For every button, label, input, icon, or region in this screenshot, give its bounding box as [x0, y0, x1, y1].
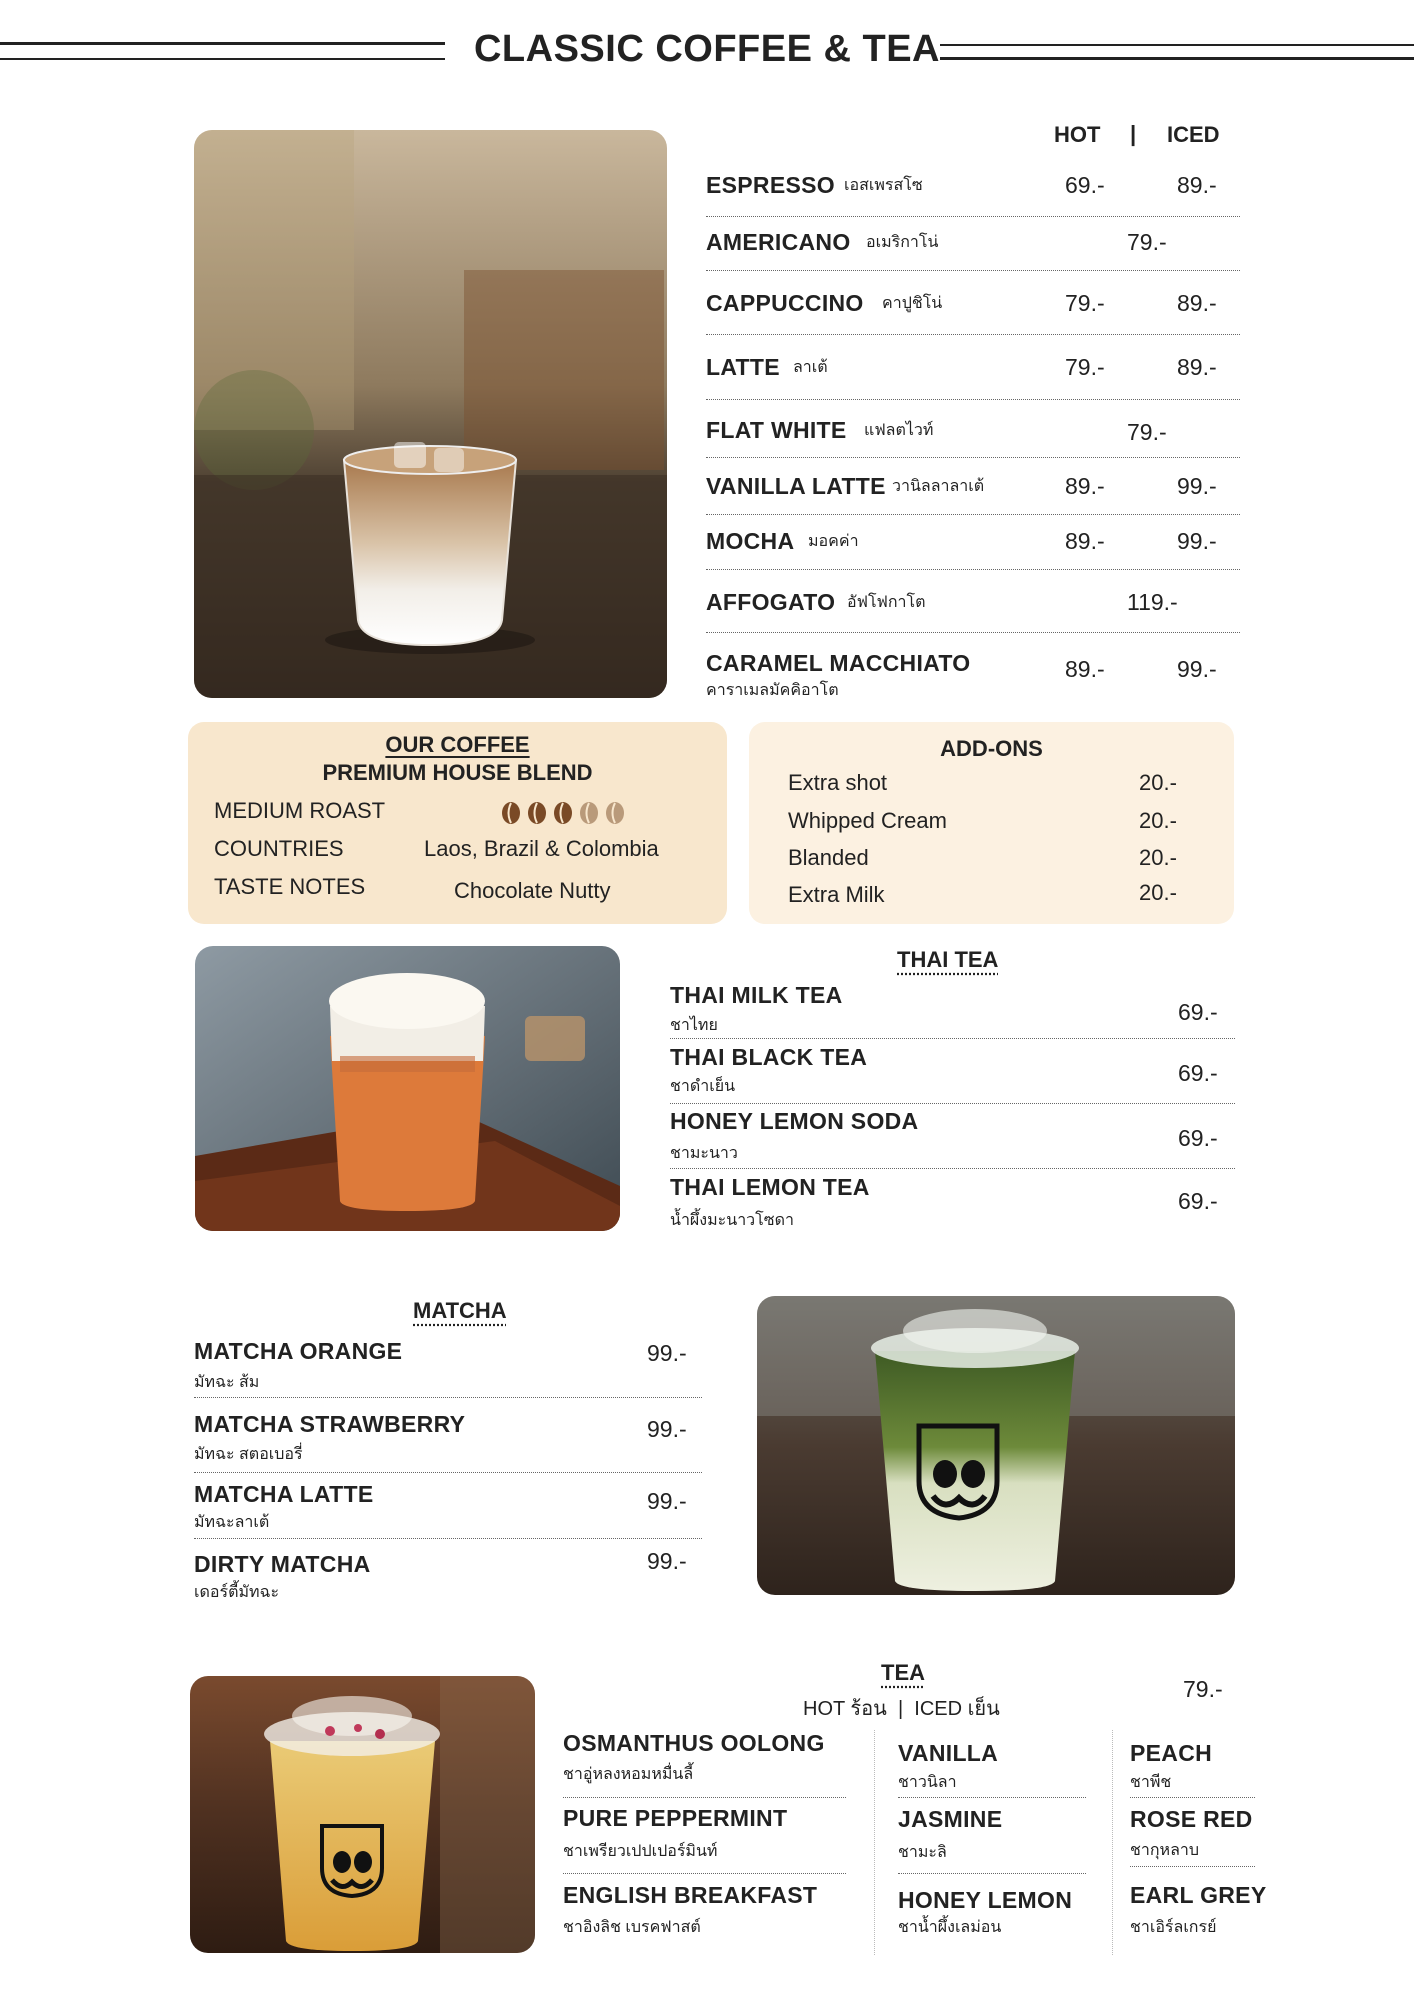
item-name: MOCHA	[706, 528, 795, 554]
roast-label: MEDIUM ROAST	[214, 798, 386, 823]
addon-name: Blanded	[788, 845, 869, 870]
price-iced: 89.-	[1177, 354, 1217, 380]
addon-price: 20.-	[1139, 808, 1177, 833]
price-iced: 89.-	[1177, 172, 1217, 198]
coffee-bean-icon	[554, 802, 572, 824]
item-name-thai: คาปูชิโน่	[882, 295, 943, 312]
item-name-thai: ชาน้ำผึ้งเลม่อน	[898, 1919, 1002, 1936]
price-iced: 89.-	[1177, 290, 1217, 316]
header-rule-right-bottom	[940, 57, 1414, 60]
item-name: JASMINE	[898, 1806, 1003, 1832]
addon-price: 20.-	[1139, 880, 1177, 905]
divider	[563, 1797, 846, 1798]
divider	[670, 1168, 1235, 1169]
item-name: CARAMEL MACCHIATO	[706, 650, 971, 676]
item-name: AMERICANO	[706, 229, 851, 255]
price-single: 79.-	[1127, 229, 1167, 255]
price-hot: 79.-	[1065, 354, 1105, 380]
item-price: 99.-	[647, 1488, 687, 1514]
item-name: HONEY LEMON SODA	[670, 1108, 919, 1134]
column-divider	[1112, 1730, 1113, 1955]
item-name: THAI LEMON TEA	[670, 1174, 870, 1200]
addon-name: Extra shot	[788, 770, 888, 795]
item-name: DIRTY MATCHA	[194, 1551, 371, 1577]
item-name: EARL GREY	[1130, 1882, 1267, 1908]
item-name-thai: ชาเพรียวเปปเปอร์มินท์	[563, 1843, 718, 1860]
price-hot: 89.-	[1065, 528, 1105, 554]
item-name-thai: อเมริกาโน่	[866, 234, 939, 251]
item-name-thai: ชาไทย	[670, 1017, 718, 1034]
item-name-thai: ลาเต้	[793, 359, 828, 376]
item-name-thai: ชาดำเย็น	[670, 1078, 735, 1095]
item-name-thai: มัทฉะ ส้ม	[194, 1374, 260, 1391]
col-header-sep: |	[1130, 121, 1137, 146]
matcha-photo	[757, 1296, 1235, 1595]
divider	[1130, 1866, 1255, 1867]
item-name: CAPPUCCINO	[706, 290, 864, 316]
coffee-row-caramel-macchiato	[706, 650, 1240, 700]
divider	[706, 457, 1240, 458]
item-name-thai: วานิลลาลาเต้	[892, 478, 985, 495]
item-name-thai: ชาพีช	[1130, 1774, 1172, 1791]
divider	[563, 1873, 846, 1874]
item-name: PURE PEPPERMINT	[563, 1805, 788, 1831]
matcha-title: MATCHA	[413, 1298, 507, 1323]
item-name-thai: ชาวนิลา	[898, 1774, 957, 1791]
item-name: AFFOGATO	[706, 589, 836, 615]
divider	[706, 632, 1240, 633]
our-coffee-subtitle: PREMIUM HOUSE BLEND	[322, 760, 593, 785]
item-name-thai: แฟลตไวท์	[864, 422, 934, 439]
item-name-thai: ชาอู่หลงหอมหมื่นลี้	[563, 1766, 694, 1783]
coffee-bean-icon	[528, 802, 546, 824]
divider	[706, 270, 1240, 271]
item-name: MATCHA STRAWBERRY	[194, 1411, 466, 1437]
item-name-thai: มัทฉะลาเต้	[194, 1514, 270, 1531]
item-price: 69.-	[1178, 999, 1218, 1025]
thai-tea-photo	[195, 946, 620, 1231]
divider	[194, 1472, 702, 1473]
price-iced: 99.-	[1177, 473, 1217, 499]
tea-subtitle: HOT ร้อน | ICED เย็น	[803, 1698, 1000, 1720]
price-hot: 89.-	[1065, 656, 1105, 682]
item-price: 69.-	[1178, 1060, 1218, 1086]
item-name: MATCHA LATTE	[194, 1481, 374, 1507]
addon-name: Whipped Cream	[788, 808, 947, 833]
coffee-bean-icon	[502, 802, 520, 824]
price-single: 79.-	[1127, 419, 1167, 445]
item-name-thai: เดอร์ตี้มัทฉะ	[194, 1584, 280, 1601]
divider	[194, 1397, 702, 1398]
price-hot: 69.-	[1065, 172, 1105, 198]
item-name-thai: มัทฉะ สตอเบอรี่	[194, 1446, 303, 1463]
price-iced: 99.-	[1177, 656, 1217, 682]
divider	[670, 1038, 1235, 1039]
item-name: HONEY LEMON	[898, 1887, 1073, 1913]
roast-level-beans	[500, 800, 630, 831]
item-name-thai: ชากุหลาบ	[1130, 1842, 1200, 1859]
our-coffee-panel	[188, 722, 727, 924]
addon-price: 20.-	[1139, 845, 1177, 870]
item-name: VANILLA	[898, 1740, 999, 1766]
countries-label: COUNTRIES	[214, 836, 344, 861]
item-name: OSMANTHUS OOLONG	[563, 1730, 825, 1756]
item-name: VANILLA LATTE	[706, 473, 886, 499]
price-single: 119.-	[1127, 589, 1178, 615]
our-coffee-title: OUR COFFEE	[385, 732, 530, 757]
divider	[194, 1538, 702, 1539]
divider	[706, 334, 1240, 335]
addons-panel	[749, 722, 1234, 924]
thai-tea-title: THAI TEA	[897, 947, 999, 972]
coffee-row-cappuccino	[706, 290, 1240, 336]
item-name: MATCHA ORANGE	[194, 1338, 403, 1364]
col-header-iced: ICED	[1167, 122, 1220, 147]
divider	[1130, 1797, 1255, 1798]
item-name-thai: ชามะลิ	[898, 1844, 947, 1861]
item-name: LATTE	[706, 354, 780, 380]
item-price: 99.-	[647, 1340, 687, 1366]
item-name-thai: มอคค่า	[808, 533, 859, 550]
header-rule-right-top	[940, 44, 1414, 46]
price-hot: 89.-	[1065, 473, 1105, 499]
countries-value: Laos, Brazil & Colombia	[424, 836, 659, 861]
item-name: THAI BLACK TEA	[670, 1044, 868, 1070]
column-divider	[874, 1730, 875, 1955]
item-price: 69.-	[1178, 1125, 1218, 1151]
coffee-row-affogato	[706, 589, 1240, 635]
tea-price: 79.-	[1183, 1676, 1223, 1702]
item-price: 99.-	[647, 1416, 687, 1442]
coffee-row-espresso	[706, 172, 1240, 218]
item-name-thai: ชาเอิร์ลเกรย์	[1130, 1919, 1217, 1936]
item-price: 99.-	[647, 1548, 687, 1574]
coffee-bean-icon	[580, 802, 598, 824]
item-name: PEACH	[1130, 1740, 1213, 1766]
coffee-row-americano	[706, 229, 1240, 275]
addon-price: 20.-	[1139, 770, 1177, 795]
price-hot: 79.-	[1065, 290, 1105, 316]
iced-tea-photo	[190, 1676, 535, 1953]
item-name-thai: เอสเพรสโซ	[844, 177, 923, 194]
item-name: THAI MILK TEA	[670, 982, 843, 1008]
divider	[706, 569, 1240, 570]
col-header-hot: HOT	[1054, 122, 1101, 147]
iced-latte-photo	[194, 130, 667, 698]
divider	[706, 216, 1240, 217]
coffee-row-vanilla-latte	[706, 473, 1240, 519]
item-name-thai: คาราเมลมัคคิอาโต	[706, 682, 839, 699]
page-title: CLASSIC COFFEE & TEA	[473, 28, 941, 70]
price-iced: 99.-	[1177, 528, 1217, 554]
addons-title: ADD-ONS	[940, 736, 1043, 761]
item-name-thai: อัฟโฟกาโต	[847, 594, 926, 611]
item-name-thai: น้ำผึ้งมะนาวโซดา	[670, 1212, 794, 1229]
coffee-row-mocha	[706, 528, 1240, 574]
addon-name: Extra Milk	[788, 882, 885, 907]
taste-value: Chocolate Nutty	[454, 878, 611, 903]
divider	[706, 399, 1240, 400]
coffee-row-latte	[706, 354, 1240, 400]
divider	[670, 1103, 1235, 1104]
divider	[898, 1873, 1086, 1874]
item-name-thai: ชาอิงลิช เบรคฟาสต์	[563, 1919, 701, 1936]
item-name: FLAT WHITE	[706, 417, 847, 443]
item-name: ROSE RED	[1130, 1806, 1253, 1832]
tea-title: TEA	[881, 1660, 925, 1685]
divider	[706, 514, 1240, 515]
item-name: ENGLISH BREAKFAST	[563, 1882, 818, 1908]
coffee-bean-icon	[606, 802, 624, 824]
item-name-thai: ชามะนาว	[670, 1145, 738, 1162]
taste-label: TASTE NOTES	[214, 874, 366, 899]
item-name: ESPRESSO	[706, 172, 835, 198]
item-price: 69.-	[1178, 1188, 1218, 1214]
divider	[898, 1797, 1086, 1798]
